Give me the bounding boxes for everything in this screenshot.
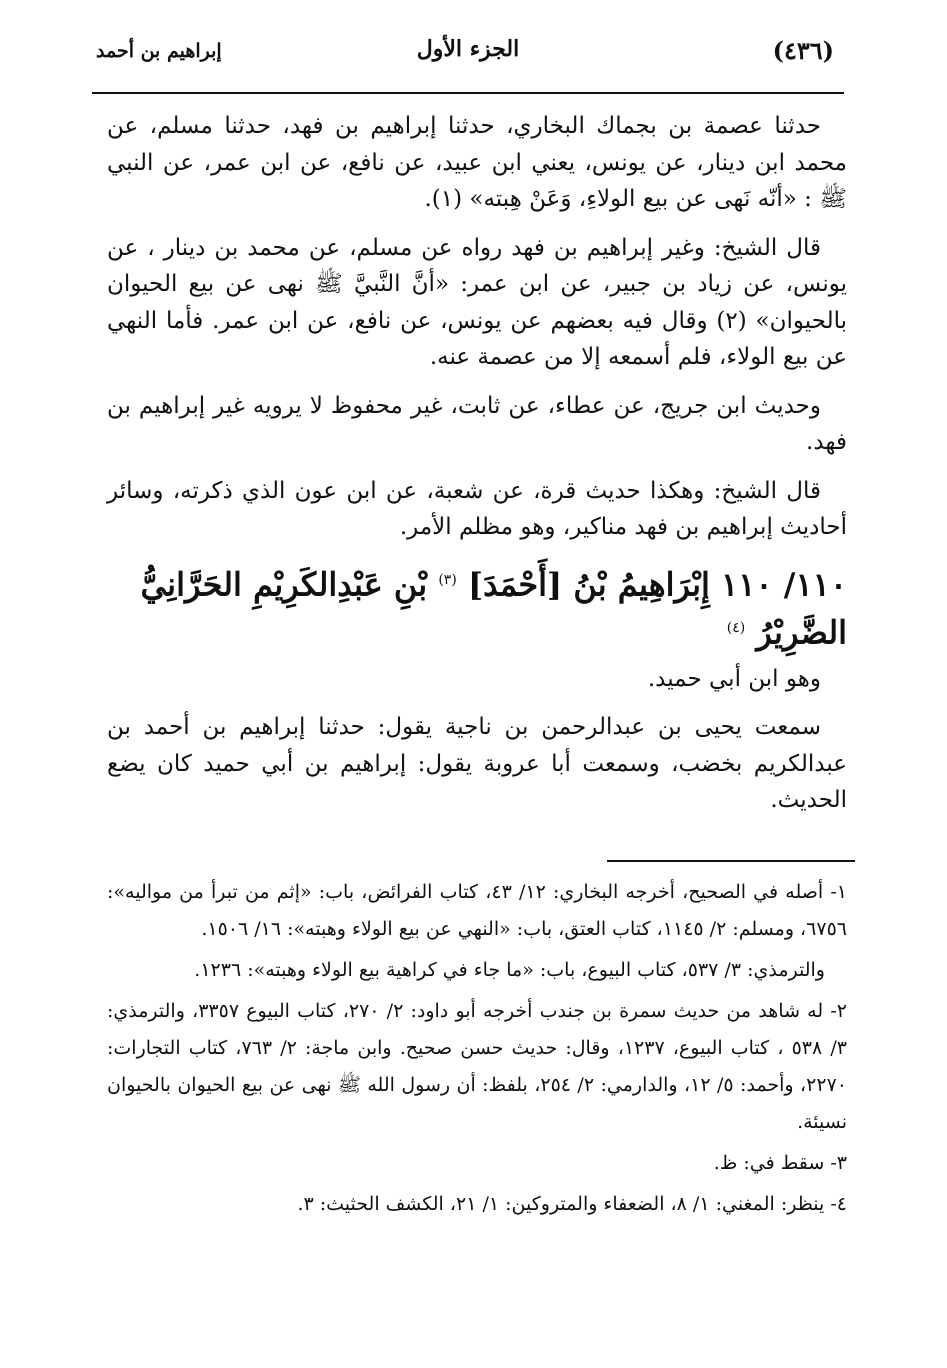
- running-head-entry: إبراهيم بن أحمد: [96, 40, 222, 62]
- entry-heading-main: ١١٠/ ١١٠ إِبْرَاهِيمُ بْنُ [أَحْمَدَ]: [467, 565, 847, 604]
- page-number: (٤٣٦): [772, 36, 834, 65]
- footnotes: [107, 874, 847, 1227]
- footnote-separator: [607, 860, 855, 862]
- footnote-1-continued: والترمذي: ٣/ ٥٣٧، كتاب البيوع، باب: «ما جاء في كراهية بيع الولاء وهبته»: ١٢٣٦.: [194, 959, 825, 981]
- paragraph-2: قال الشيخ: وغير إبراهيم بن فهد رواه عن مسلم، عن محمد بن دينار ، عن يونس، عن زياد بن جبير، عن ابن عمر: «أنَّ النَّبيَّ ﷺ نهى عن بيع الحيوان بالحيوان» (٢) وقال فيه بعضهم عن يونس، عن نافع، عن ابن عمر. فأما النهي عن بيع الولاء، فلم أسمعه إلا من عصمة عنه.: [107, 234, 847, 370]
- footnote-2: ٢- له شاهد من حديث سمرة بن جندب أخرجه أبو داود: ٢/ ٢٧٠، كتاب البيوع ٣٣٥٧، والترمذي: ٣/ ٥٣٨ ، كتاب البيوع، ١٢٣٧، وقال: حديث حسن صحيح. وابن ماجة: ٢/ ٧٦٣، كتاب التجارات: ٢٢٧٠، وأحمد: ٥/ ١٢، والدارمي: ٢/ ٢٥٤، بلفظ: أن رسول الله ﷺ نهى عن بيع الحيوان بالحيوان نسيئة.: [107, 1000, 847, 1133]
- paragraph-5: وهو ابن أبي حميد.: [647, 665, 821, 692]
- footnote-1: ١- أصله في الصحيح، أخرجه البخاري: ١٢/ ٤٣، كتاب الفرائض، باب: «إثم من تبرأ من مواليه»: ٦٧٥٦، ومسلم: ٢/ ١١٤٥، كتاب العتق، باب: «النهي عن بيع الولاء وهبته»: ١٦/ ١٥٠٦.: [107, 881, 847, 940]
- entry-heading-rest: بْنِ عَبْدِالكَرِيْمِ الحَرَّانِيُّ الضَّرِيْرُ: [140, 565, 847, 652]
- main-text: [107, 108, 847, 831]
- paragraph-3: وحديث ابن جريج، عن عطاء، عن ثابت، غير محفوظ لا يرويه غير إبراهيم بن فهد.: [107, 392, 847, 455]
- page-header: [92, 30, 844, 94]
- footnote-ref-3: (٣): [438, 571, 457, 588]
- footnote-ref-4: (٤): [726, 620, 746, 637]
- paragraph-4: قال الشيخ: وهكذا حديث قرة، عن شعبة، عن ابن عون الذي ذكرته، وسائر أحاديث إبراهيم بن فهد مناكير، وهو مظلم الأمر.: [107, 477, 847, 540]
- footnote-3: ٣- سقط في: ظ.: [713, 1152, 847, 1174]
- footnote-4: ٤- ينظر: المغني: ١/ ٨، الضعفاء والمتروكين: ١/ ٢١، الكشف الحثيث: ٣.: [297, 1193, 847, 1215]
- entry-heading: [107, 558, 847, 655]
- paragraph-1: حدثنا عصمة بن بجماك البخاري، حدثنا إبراهيم بن فهد، حدثنا مسلم، عن محمد ابن دينار، عن يونس، يعني ابن عبيد، عن نافع، عن ابن عمر، عن النبي ﷺ : «أنّه نَهى عن بيع الولاءِ، وَعَنْ هِبته» (١).: [107, 113, 847, 212]
- part-title: الجزء الأول: [416, 36, 520, 62]
- paragraph-6: سمعت يحيى بن عبدالرحمن بن ناجية يقول: حدثنا إبراهيم بن أحمد بن عبدالكريم بخضب، وسمعت أبا عروبة يقول: إبراهيم بن أبي حميد كان يضع الحديث.: [107, 714, 847, 814]
